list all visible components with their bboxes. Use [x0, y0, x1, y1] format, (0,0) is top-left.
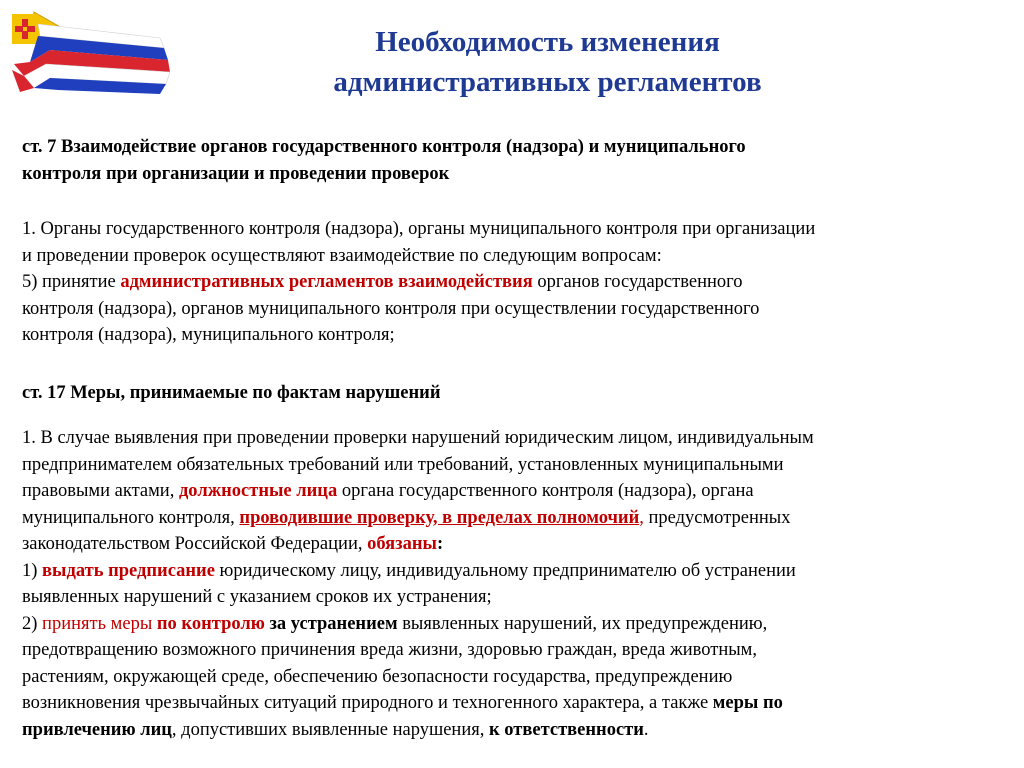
text-line — [22, 505, 1007, 532]
text-span: юридическому лицу, индивидуальному предпринимателю об устранении — [214, 560, 796, 581]
article-7-heading — [22, 134, 1007, 188]
text-span: : — [436, 534, 444, 554]
highlight-text: должностные лица — [178, 481, 338, 501]
text-span: органов государственного — [532, 272, 743, 292]
text-span: органа государственного контроля (надзора), органа — [337, 481, 754, 501]
text-line: и проведении проверок осуществляют взаимодействие по следующим вопросам: — [22, 245, 662, 266]
text-line — [22, 478, 1007, 505]
highlight-text: выдать предписание — [42, 560, 215, 581]
text-line: контроля (надзора), органов муниципального контроля при осуществлении государственного — [22, 298, 760, 319]
text-line — [22, 611, 1007, 638]
text-span: , — [639, 507, 644, 528]
article-7-body — [22, 216, 1007, 349]
text-line — [22, 690, 1007, 717]
text-line — [22, 269, 1007, 296]
text-span: законодательством Российской Федерации, — [22, 534, 368, 554]
text-line: предпринимателем обязательных требований или требований, установленных муниципальными — [22, 454, 784, 475]
highlight-text: по контролю — [156, 613, 265, 634]
text-span: . — [643, 719, 649, 740]
text-line: контроля (надзора), муниципального контроля; — [22, 325, 395, 345]
text-span: выявленных нарушений, их предупреждению, — [397, 613, 768, 634]
article-17-body — [22, 425, 1007, 743]
bold-text: к ответственности — [488, 719, 644, 740]
highlight-text: административных регламентов взаимодействия — [120, 272, 533, 292]
bold-text: привлечению лиц — [22, 719, 172, 740]
highlight-text: принять меры — [42, 613, 153, 634]
text-line — [22, 558, 1007, 585]
text-span: правовыми актами, — [22, 481, 179, 501]
page-title — [240, 22, 855, 102]
article-17-heading: ст. 17 Меры, принимаемые по фактам нарушений — [22, 383, 441, 403]
text-span: возникновения чрезвычайных ситуаций природного и техногенного характера, а также — [22, 693, 713, 713]
text-span: 1) — [22, 560, 43, 581]
emblem-flag-icon — [10, 10, 170, 94]
text-span: муниципального контроля, — [22, 507, 240, 528]
title-line-1: Необходимость изменения — [375, 26, 720, 58]
text-line: 1. В случае выявления при проведении проверки нарушений юридическим лицом, индивидуальным — [22, 428, 814, 448]
heading-line: контроля при организации и проведении проверок — [22, 164, 450, 184]
text-line: 1. Органы государственного контроля (надзора), органы муниципального контроля при организации — [22, 219, 816, 239]
title-line-2: административных регламентов — [333, 66, 762, 98]
text-span: 5) принятие — [22, 272, 121, 292]
text-line: выявленных нарушений с указанием сроков их устранения; — [22, 587, 492, 607]
text-line — [22, 531, 1007, 558]
heading-line: ст. 7 Взаимодействие органов государственного контроля (надзора) и муниципального — [22, 137, 746, 157]
text-line — [22, 717, 1007, 744]
text-span: , допустивших выявленные нарушения, — [171, 719, 489, 740]
bold-text: меры по — [712, 693, 783, 713]
bold-text: за устранением — [264, 613, 398, 634]
text-span: 2) — [22, 613, 43, 634]
text-span: предусмотренных — [643, 507, 791, 528]
text-line: растениям, окружающей среде, обеспечению безопасности государства, предупреждению — [22, 666, 733, 687]
highlight-text: обязаны — [367, 534, 437, 554]
text-line: предотвращению возможного причинения вреда жизни, здоровью граждан, вреда животным, — [22, 640, 758, 660]
highlight-text: проводившие проверку, в пределах полномочий — [239, 507, 640, 528]
